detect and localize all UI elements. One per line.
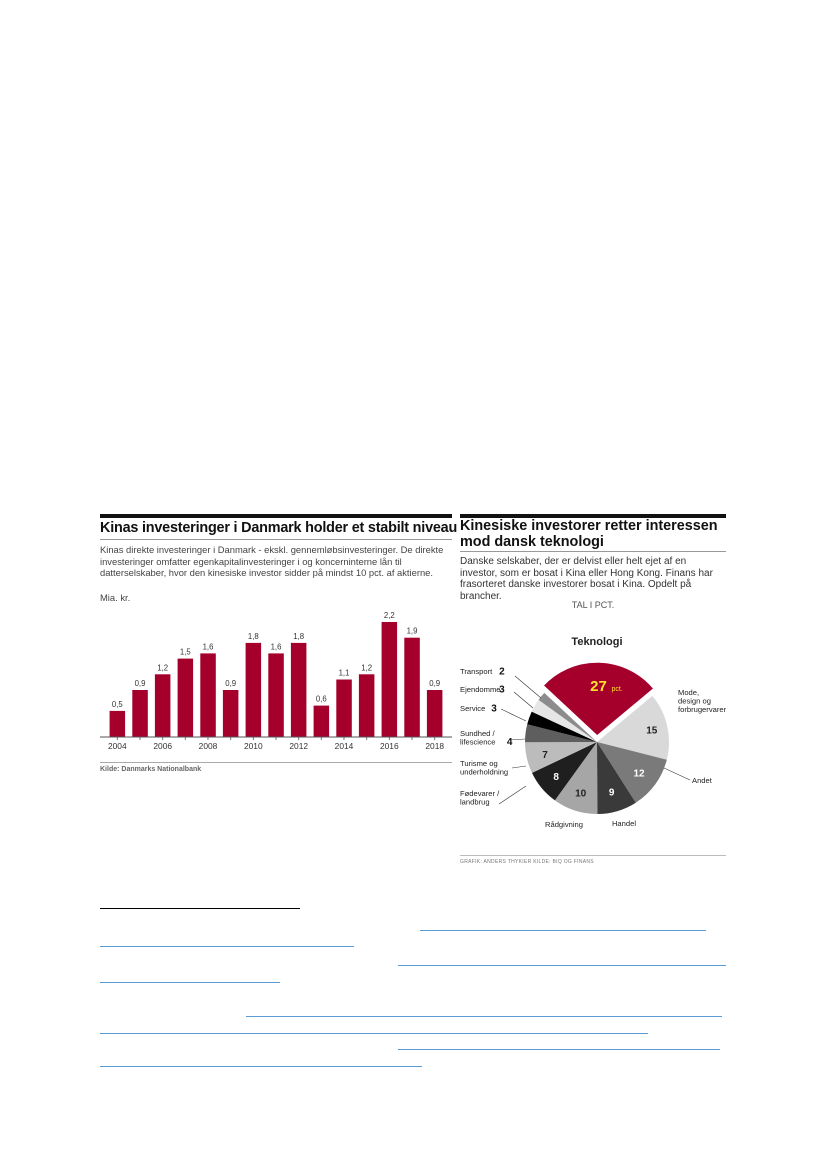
x-tick-label: 2012 [289, 741, 309, 751]
credit-divider [460, 855, 726, 856]
pie-category-label: Teknologi [571, 636, 623, 648]
bar [223, 690, 239, 737]
bar [314, 706, 330, 737]
bar [246, 643, 262, 737]
bar-value-label: 1,2 [361, 663, 373, 673]
source-divider [100, 762, 452, 763]
pie-value-label: 3 [491, 703, 497, 715]
bar-value-label: 1,9 [406, 626, 418, 636]
pie-chart-title: Kinesiske investorer retter interessen mod dansk teknologi [460, 518, 718, 550]
bar-value-label: 0,6 [315, 694, 327, 704]
pie-leader-line [664, 768, 690, 780]
pie-leader-line [499, 786, 526, 804]
pie-value-label: 7 [542, 749, 548, 761]
pie-category-label: Sundhed / lifescience [460, 729, 496, 747]
pie-category-label: Turisme og underholdning [460, 759, 509, 777]
bar-value-label: 1,2 [157, 663, 169, 673]
bar-value-label: 1,8 [247, 631, 259, 641]
pie-chart [460, 618, 726, 854]
bar [427, 690, 443, 737]
title-divider [460, 551, 726, 552]
bar-value-label: 1,8 [293, 631, 305, 641]
bar [110, 711, 126, 737]
pie-value-suffix: pct. [611, 686, 623, 694]
pie-value-label: 12 [633, 768, 645, 780]
pie-chart-unit-label: TAL I PCT. [571, 600, 615, 610]
x-tick-label: 2010 [243, 741, 263, 751]
bar [336, 680, 352, 738]
footnote-link[interactable] [398, 1049, 720, 1050]
footnote-separator [100, 908, 300, 909]
x-tick-label: 2016 [379, 741, 399, 751]
footnote-link[interactable] [100, 982, 280, 983]
pie-leader-line [512, 766, 526, 768]
bar-value-label: 1,6 [202, 642, 214, 652]
bar-value-label: 0,9 [134, 679, 146, 688]
bar-value-label: 1,1 [338, 668, 350, 678]
bar-value-label: 1,5 [179, 647, 191, 657]
bar [291, 643, 307, 737]
panel-top-rule [100, 514, 452, 518]
pie-value-label: 15 [646, 725, 658, 737]
footnote-link[interactable] [100, 1033, 648, 1034]
footnote-link[interactable] [246, 1016, 722, 1017]
x-tick-label: 2014 [334, 741, 354, 751]
pie-category-label: Transport [460, 667, 493, 676]
bar-value-label: 0,5 [111, 699, 123, 709]
x-tick-label: 2018 [425, 741, 445, 751]
bar [268, 653, 284, 737]
bar-chart-panel [100, 514, 458, 784]
bar-value-label: 1,6 [270, 642, 282, 652]
bar-chart-source: Kilde: Danmarks Nationalbank [100, 766, 202, 773]
pie-leader-line [501, 709, 526, 721]
bar [178, 659, 194, 737]
x-tick-label: 2004 [107, 741, 127, 751]
pie-leader-line [514, 692, 533, 708]
pie-leader-line [515, 676, 541, 698]
x-tick-label: 2008 [198, 741, 218, 751]
pie-value-label: 2 [499, 666, 505, 678]
bar-value-label: 0,9 [429, 679, 441, 688]
title-divider [100, 539, 452, 540]
pie-chart-credit: GRAFIK: ANDERS THYKIER KILDE: BIQ OG FINANS [460, 859, 594, 865]
pie-value-label: 8 [553, 772, 559, 784]
bar-value-label: 0,9 [225, 679, 237, 688]
pie-category-label: Andet [692, 776, 712, 785]
bar [359, 674, 375, 737]
pie-chart-subtitle: Danske selskaber, der er delvist eller helt ejet af en investor, som er bosat i Kina eller Hong Kong. Finans har frasorteret danske investorer bosat i Kina. Opdelt på brancher. [460, 556, 713, 602]
pie-value-label: 10 [575, 788, 587, 800]
footnote-link[interactable] [420, 930, 706, 931]
pie-category-label: Service [460, 704, 486, 713]
pie-value-label: 27 [590, 678, 607, 696]
footnote-link[interactable] [100, 946, 354, 947]
bar [200, 653, 216, 737]
pie-category-label: Mode, design og forbrugervarer [678, 688, 726, 714]
pie-category-label: Rådgivning [545, 820, 583, 829]
footnote-link[interactable] [100, 1066, 422, 1067]
bar [155, 674, 171, 737]
bar-chart-subtitle: Kinas direkte investeringer i Danmark - ekskl. gennemløbsinvesteringer. De direkte investeringer omfatter egenkapitalinvesteringer i og koncerninterne lån til datterselskaber, hvor den kinesiske investor sidder på mindst 10 pct. af aktierne. [100, 544, 444, 578]
bar [132, 690, 148, 737]
bar [382, 622, 398, 737]
bar-chart-unit-label: Mia. kr. [100, 592, 131, 603]
footnote-link[interactable] [398, 965, 726, 966]
bar-chart-title: Kinas investeringer i Danmark holder et stabilt niveau [100, 520, 458, 536]
pie-value-label: 9 [608, 787, 615, 799]
x-tick-label: 2006 [153, 741, 173, 751]
pie-category-label: Fødevarer / landbrug [460, 789, 500, 807]
bar [404, 638, 420, 737]
bar-value-label: 2,2 [383, 611, 395, 620]
pie-value-label: 3 [499, 684, 505, 696]
pie-chart-panel [460, 514, 726, 870]
pie-category-label: Handel [611, 819, 637, 828]
pie-category-label: Ejendomme [460, 685, 501, 694]
pie-value-label: 4 [506, 736, 513, 748]
bar-chart [100, 604, 452, 760]
